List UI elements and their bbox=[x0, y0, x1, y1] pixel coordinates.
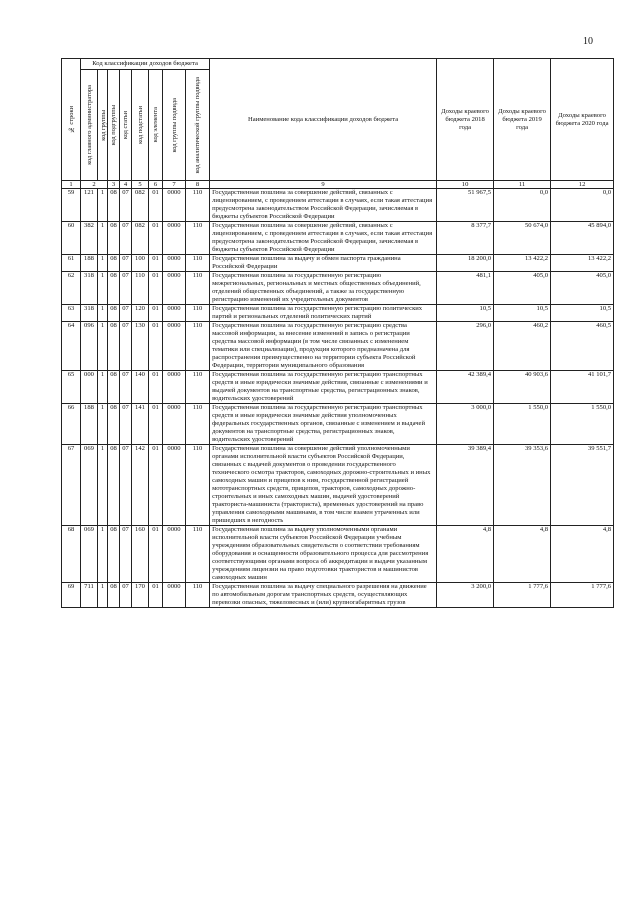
col-number: 11 bbox=[494, 181, 551, 189]
header-name: Наименование кода классификации доходов бюджета bbox=[210, 59, 437, 181]
col-number: 4 bbox=[120, 181, 132, 189]
amount-2019: 13 422,2 bbox=[494, 255, 551, 272]
row-number: 65 bbox=[62, 371, 81, 404]
amount-2019: 10,5 bbox=[494, 305, 551, 322]
revenue-name: Государственная пошлина за государственную регистрацию средства массовой информации, за внесение изменений в запись о регистрации средства массовой информации (в том числе связанных с изменением тематики или специализации), продукция которого предназначена для распространения преимущественно на территории субъекта Российской Федерации, территории муниципального образования bbox=[210, 322, 437, 371]
col-number: 5 bbox=[132, 181, 149, 189]
amount-2018: 51 967,5 bbox=[437, 189, 494, 222]
amount-2019: 405,0 bbox=[494, 272, 551, 305]
subarticle-code: 170 bbox=[132, 583, 149, 608]
article-code: 07 bbox=[120, 583, 132, 608]
col-number: 6 bbox=[149, 181, 163, 189]
article-code: 07 bbox=[120, 445, 132, 526]
subarticle-code: 082 bbox=[132, 222, 149, 255]
subtype-group-code: 0000 bbox=[163, 222, 186, 255]
amount-2020: 41 101,7 bbox=[551, 371, 614, 404]
subgroup-code: 08 bbox=[108, 222, 120, 255]
row-number: 69 bbox=[62, 583, 81, 608]
table-row bbox=[62, 322, 614, 371]
header-subgroup-code: код подгруппы bbox=[108, 70, 120, 181]
subarticle-code: 142 bbox=[132, 445, 149, 526]
element-code: 01 bbox=[149, 526, 163, 583]
admin-code: 188 bbox=[81, 255, 98, 272]
subarticle-code: 100 bbox=[132, 255, 149, 272]
element-code: 01 bbox=[149, 255, 163, 272]
row-number: 62 bbox=[62, 272, 81, 305]
group-code: 1 bbox=[98, 305, 108, 322]
row-number: 63 bbox=[62, 305, 81, 322]
header-article-code: код статьи bbox=[120, 70, 132, 181]
amount-2018: 481,1 bbox=[437, 272, 494, 305]
subgroup-code: 08 bbox=[108, 255, 120, 272]
subgroup-code: 08 bbox=[108, 305, 120, 322]
amount-2018: 18 200,0 bbox=[437, 255, 494, 272]
header-analytic-group-code: код аналитической группы подвида bbox=[186, 70, 210, 181]
col-number: 8 bbox=[186, 181, 210, 189]
column-number-row bbox=[62, 181, 614, 189]
article-code: 07 bbox=[120, 272, 132, 305]
subtype-group-code: 0000 bbox=[163, 445, 186, 526]
article-code: 07 bbox=[120, 322, 132, 371]
revenue-name: Государственная пошлина за совершение действий, связанных с лицензированием, с проведением аттестации в случаях, если такая аттестация предусмотрена законодательством Российской Федерации, зачисляемая в бюджеты субъектов Российской Федерации bbox=[210, 222, 437, 255]
table-row bbox=[62, 272, 614, 305]
article-code: 07 bbox=[120, 222, 132, 255]
amount-2018: 10,5 bbox=[437, 305, 494, 322]
admin-code: 121 bbox=[81, 189, 98, 222]
element-code: 01 bbox=[149, 404, 163, 445]
subarticle-code: 110 bbox=[132, 272, 149, 305]
admin-code: 069 bbox=[81, 526, 98, 583]
article-code: 07 bbox=[120, 255, 132, 272]
subgroup-code: 08 bbox=[108, 322, 120, 371]
element-code: 01 bbox=[149, 322, 163, 371]
header-group-code: код группы bbox=[98, 70, 108, 181]
subgroup-code: 08 bbox=[108, 272, 120, 305]
amount-2020: 4,8 bbox=[551, 526, 614, 583]
subgroup-code: 08 bbox=[108, 583, 120, 608]
article-code: 07 bbox=[120, 371, 132, 404]
amount-2020: 0,0 bbox=[551, 189, 614, 222]
admin-code: 382 bbox=[81, 222, 98, 255]
amount-2019: 0,0 bbox=[494, 189, 551, 222]
revenue-name: Государственная пошлина за государственную регистрацию транспортных средств и иные юридически значимые действия уполномоченных федеральных государственных органов, связанные с изменением и выдачей документов на транспортные средства, регистрационных знаков, водительских удостоверений bbox=[210, 404, 437, 445]
subtype-group-code: 0000 bbox=[163, 404, 186, 445]
admin-code: 188 bbox=[81, 404, 98, 445]
col-number: 7 bbox=[163, 181, 186, 189]
analytic-group-code: 110 bbox=[186, 305, 210, 322]
col-number: 1 bbox=[62, 181, 81, 189]
revenue-name: Государственная пошлина за выдачу и обмен паспорта гражданина Российской Федерации bbox=[210, 255, 437, 272]
row-number: 59 bbox=[62, 189, 81, 222]
admin-code: 318 bbox=[81, 272, 98, 305]
row-number: 61 bbox=[62, 255, 81, 272]
amount-2020: 10,5 bbox=[551, 305, 614, 322]
amount-2019: 40 903,6 bbox=[494, 371, 551, 404]
subarticle-code: 141 bbox=[132, 404, 149, 445]
group-code: 1 bbox=[98, 445, 108, 526]
amount-2020: 13 422,2 bbox=[551, 255, 614, 272]
table-row bbox=[62, 305, 614, 322]
analytic-group-code: 110 bbox=[186, 255, 210, 272]
subtype-group-code: 0000 bbox=[163, 526, 186, 583]
subtype-group-code: 0000 bbox=[163, 305, 186, 322]
revenue-name: Государственная пошлина за государственную регистрацию транспортных средств и иные юридически значимые действия, связанные с изменениями и выдачей документов на транспортные средства, регистрационных знаков, водительских удостоверений bbox=[210, 371, 437, 404]
article-code: 07 bbox=[120, 526, 132, 583]
subtype-group-code: 0000 bbox=[163, 583, 186, 608]
amount-2019: 1 550,0 bbox=[494, 404, 551, 445]
table-row bbox=[62, 189, 614, 222]
header-subtype-group-code: код группы подвида bbox=[163, 70, 186, 181]
subarticle-code: 140 bbox=[132, 371, 149, 404]
table-row bbox=[62, 445, 614, 526]
article-code: 07 bbox=[120, 189, 132, 222]
header-2019: Доходы краевого бюджета 2019 года bbox=[494, 59, 551, 181]
subarticle-code: 160 bbox=[132, 526, 149, 583]
amount-2018: 296,0 bbox=[437, 322, 494, 371]
article-code: 07 bbox=[120, 404, 132, 445]
amount-2018: 3 000,0 bbox=[437, 404, 494, 445]
table-row bbox=[62, 371, 614, 404]
header-admin-code: код главного администратора bbox=[81, 70, 98, 181]
subtype-group-code: 0000 bbox=[163, 255, 186, 272]
col-number: 2 bbox=[81, 181, 108, 189]
amount-2019: 1 777,6 bbox=[494, 583, 551, 608]
subgroup-code: 08 bbox=[108, 189, 120, 222]
header-element-code: код элемента bbox=[149, 70, 163, 181]
subarticle-code: 120 bbox=[132, 305, 149, 322]
amount-2019: 4,8 bbox=[494, 526, 551, 583]
header-subarticle-code: код подстатьи bbox=[132, 70, 149, 181]
analytic-group-code: 110 bbox=[186, 222, 210, 255]
amount-2019: 50 674,0 bbox=[494, 222, 551, 255]
row-number: 64 bbox=[62, 322, 81, 371]
group-code: 1 bbox=[98, 222, 108, 255]
row-number: 68 bbox=[62, 526, 81, 583]
group-code: 1 bbox=[98, 404, 108, 445]
col-number: 3 bbox=[108, 181, 120, 189]
table-row bbox=[62, 255, 614, 272]
subgroup-code: 08 bbox=[108, 445, 120, 526]
amount-2020: 39 551,7 bbox=[551, 445, 614, 526]
element-code: 01 bbox=[149, 272, 163, 305]
amount-2020: 1 550,0 bbox=[551, 404, 614, 445]
table-row bbox=[62, 526, 614, 583]
analytic-group-code: 110 bbox=[186, 583, 210, 608]
admin-code: 069 bbox=[81, 445, 98, 526]
revenue-name: Государственная пошлина за выдачу специального разрешения на движение по автомобильным дорогам транспортных средств, осуществляющих перевозки опасных, тяжеловесных и (или) крупногабаритных грузов bbox=[210, 583, 437, 608]
admin-code: 711 bbox=[81, 583, 98, 608]
col-number: 9 bbox=[210, 181, 437, 189]
amount-2020: 460,5 bbox=[551, 322, 614, 371]
amount-2018: 8 377,7 bbox=[437, 222, 494, 255]
revenue-name: Государственная пошлина за государственную регистрацию межрегиональных, региональных и местных общественных объединений, отделений общественных объединений, а также за государственную регистрацию изменений их учредительных документов bbox=[210, 272, 437, 305]
row-number: 60 bbox=[62, 222, 81, 255]
group-code: 1 bbox=[98, 322, 108, 371]
amount-2019: 460,2 bbox=[494, 322, 551, 371]
analytic-group-code: 110 bbox=[186, 445, 210, 526]
amount-2018: 42 389,4 bbox=[437, 371, 494, 404]
group-code: 1 bbox=[98, 526, 108, 583]
element-code: 01 bbox=[149, 189, 163, 222]
analytic-group-code: 110 bbox=[186, 404, 210, 445]
revenue-name: Государственная пошлина за выдачу уполномоченными органами исполнительной власти субъектов Российской Федерации учебным учреждениям образовательных свидетельств о соответствии требованиям оборудования и оснащенности образовательного процесса для рассмотрения соответствующими органами вопроса об аккредитации и выдачи указанным учреждениям лицензии на право подготовки трактористов и машинистов самоходных машин bbox=[210, 526, 437, 583]
table-row bbox=[62, 404, 614, 445]
element-code: 01 bbox=[149, 445, 163, 526]
amount-2020: 1 777,6 bbox=[551, 583, 614, 608]
amount-2019: 39 353,6 bbox=[494, 445, 551, 526]
row-number: 66 bbox=[62, 404, 81, 445]
revenue-name: Государственная пошлина за совершение действий уполномоченными органами исполнительной власти субъектов Российской Федерации, связанных с выдачей документов о проведении государственного технического осмотра тракторов, самоходных дорожно-строительных и иных самоходных машин и прицепов к ним, государственной регистрацией мототранспортных средств, прицепов, тракторов, самоходных дорожно-строительных и иных самоходных машин, выдачей удостоверений тракториста-машиниста (тракториста), временных удостоверений на право управления самоходными машинами, в том числе взамен утраченных или пришедших в негодность bbox=[210, 445, 437, 526]
amount-2018: 3 200,0 bbox=[437, 583, 494, 608]
subtype-group-code: 0000 bbox=[163, 189, 186, 222]
header-2018: Доходы краевого бюджета 2018 года bbox=[437, 59, 494, 181]
article-code: 07 bbox=[120, 305, 132, 322]
analytic-group-code: 110 bbox=[186, 371, 210, 404]
table-row bbox=[62, 222, 614, 255]
amount-2020: 45 894,0 bbox=[551, 222, 614, 255]
col-number: 10 bbox=[437, 181, 494, 189]
revenue-name: Государственная пошлина за государственную регистрацию политических партий и региональных отделений политических партий bbox=[210, 305, 437, 322]
header-row-number: № строки bbox=[62, 59, 81, 181]
subgroup-code: 08 bbox=[108, 404, 120, 445]
revenue-table bbox=[61, 58, 614, 608]
group-code: 1 bbox=[98, 189, 108, 222]
element-code: 01 bbox=[149, 583, 163, 608]
group-code: 1 bbox=[98, 371, 108, 404]
col-number: 12 bbox=[551, 181, 614, 189]
group-code: 1 bbox=[98, 583, 108, 608]
analytic-group-code: 110 bbox=[186, 272, 210, 305]
subgroup-code: 08 bbox=[108, 526, 120, 583]
element-code: 01 bbox=[149, 305, 163, 322]
subgroup-code: 08 bbox=[108, 371, 120, 404]
analytic-group-code: 110 bbox=[186, 189, 210, 222]
revenue-name: Государственная пошлина за совершение действий, связанных с лицензированием, с проведением аттестации в случаях, если такая аттестация предусмотрена законодательством Российской Федерации, зачисляемая в бюджеты субъектов Российской Федерации bbox=[210, 189, 437, 222]
analytic-group-code: 110 bbox=[186, 322, 210, 371]
subarticle-code: 082 bbox=[132, 189, 149, 222]
amount-2018: 4,8 bbox=[437, 526, 494, 583]
admin-code: 000 bbox=[81, 371, 98, 404]
page-number: 10 bbox=[583, 36, 593, 47]
subtype-group-code: 0000 bbox=[163, 371, 186, 404]
subtype-group-code: 0000 bbox=[163, 272, 186, 305]
header-2020: Доходы краевого бюджета 2020 года bbox=[551, 59, 614, 181]
admin-code: 318 bbox=[81, 305, 98, 322]
element-code: 01 bbox=[149, 371, 163, 404]
group-code: 1 bbox=[98, 255, 108, 272]
table-row bbox=[62, 583, 614, 608]
row-number: 67 bbox=[62, 445, 81, 526]
subtype-group-code: 0000 bbox=[163, 322, 186, 371]
admin-code: 096 bbox=[81, 322, 98, 371]
subarticle-code: 130 bbox=[132, 322, 149, 371]
analytic-group-code: 110 bbox=[186, 526, 210, 583]
header-code-group: Код классификации доходов бюджета bbox=[81, 59, 210, 70]
amount-2020: 405,0 bbox=[551, 272, 614, 305]
group-code: 1 bbox=[98, 272, 108, 305]
amount-2018: 39 389,4 bbox=[437, 445, 494, 526]
element-code: 01 bbox=[149, 222, 163, 255]
